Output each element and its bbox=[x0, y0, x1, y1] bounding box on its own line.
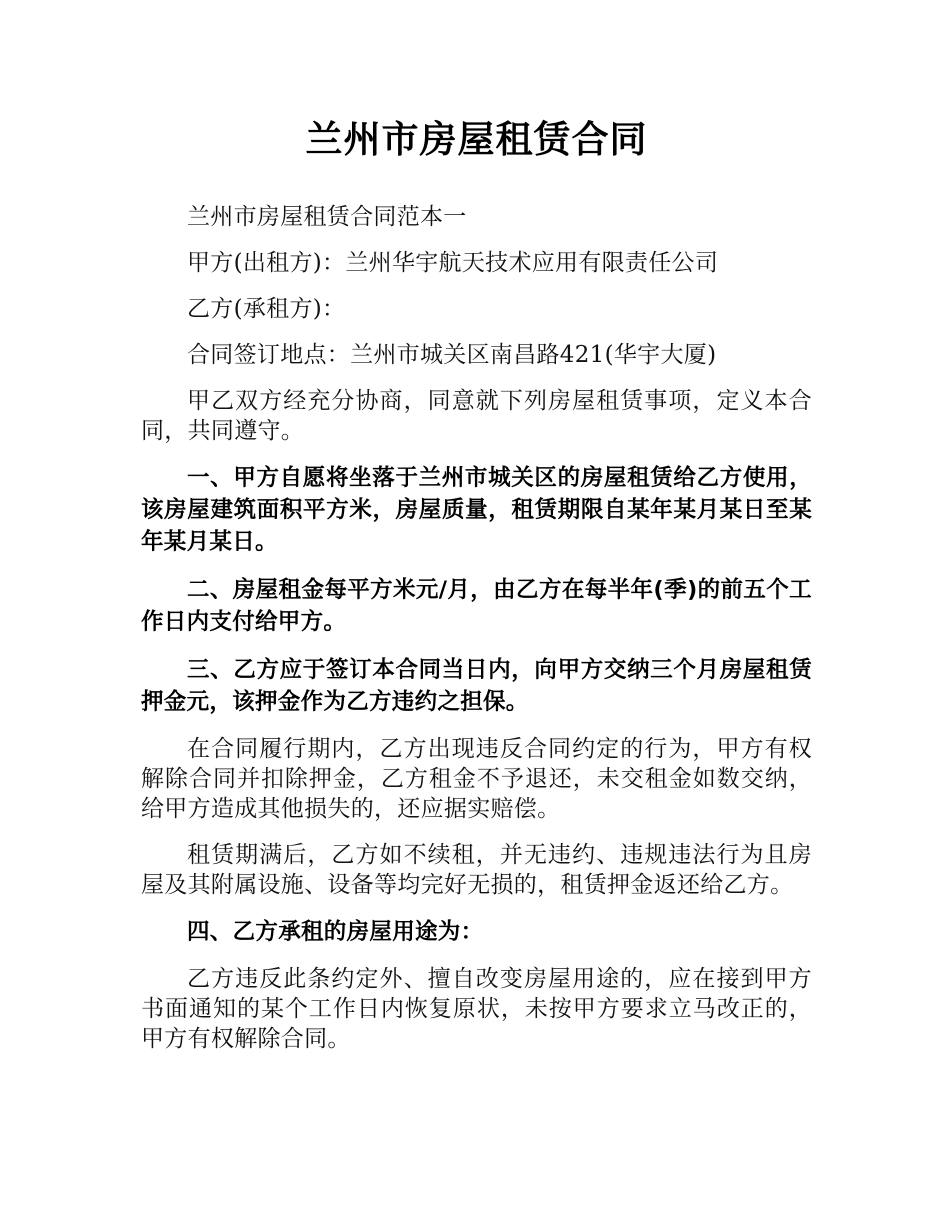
paragraph-signing-location: 合同签订地点：兰州市城关区南昌路421(华宇大厦) bbox=[187, 342, 717, 368]
paragraph-breach: 在合同履行期内，乙方出现违反合同约定的行为，甲方有权解除合同并扣除押金，乙方租金不予退还，未交租金如数交纳，给甲方造成其他损失的，还应据实赔偿。 bbox=[141, 736, 812, 822]
paragraph-party-b: 乙方(承租方)： bbox=[187, 296, 346, 322]
clause-4: 四、乙方承租的房屋用途为： bbox=[187, 919, 484, 945]
document-title: 兰州市房屋租赁合同 bbox=[305, 118, 648, 161]
paragraph-template-name: 兰州市房屋租赁合同范本一 bbox=[187, 204, 467, 230]
paragraph-usage-change: 乙方违反此条约定外、擅自改变房屋用途的，应在接到甲方书面通知的某个工作日内恢复原状，未按甲方要求立马改正的，甲方有权解除合同。 bbox=[141, 966, 812, 1052]
paragraph-deposit-return: 租赁期满后，乙方如不续租，并无违约、违规违法行为且房屋及其附属设施、设备等均完好无损的，租赁押金返还给乙方。 bbox=[141, 842, 812, 898]
paragraph-party-a: 甲方(出租方)：兰州华宇航天技术应用有限责任公司 bbox=[187, 250, 719, 276]
clause-3: 三、乙方应于签订本合同当日内，向甲方交纳三个月房屋租赁押金元，该押金作为乙方违约之担保。 bbox=[141, 657, 812, 715]
paragraph-preamble: 甲乙双方经充分协商，同意就下列房屋租赁事项，定义本合同，共同遵守。 bbox=[141, 388, 812, 444]
clause-2: 二、房屋租金每平方米元/月，由乙方在每半年(季)的前五个工作日内支付给甲方。 bbox=[141, 577, 812, 635]
clause-1: 一、甲方自愿将坐落于兰州市城关区的房屋租赁给乙方使用，该房屋建筑面积平方米，房屋质量，租赁期限自某年某月某日至某年某月某日。 bbox=[141, 465, 812, 555]
